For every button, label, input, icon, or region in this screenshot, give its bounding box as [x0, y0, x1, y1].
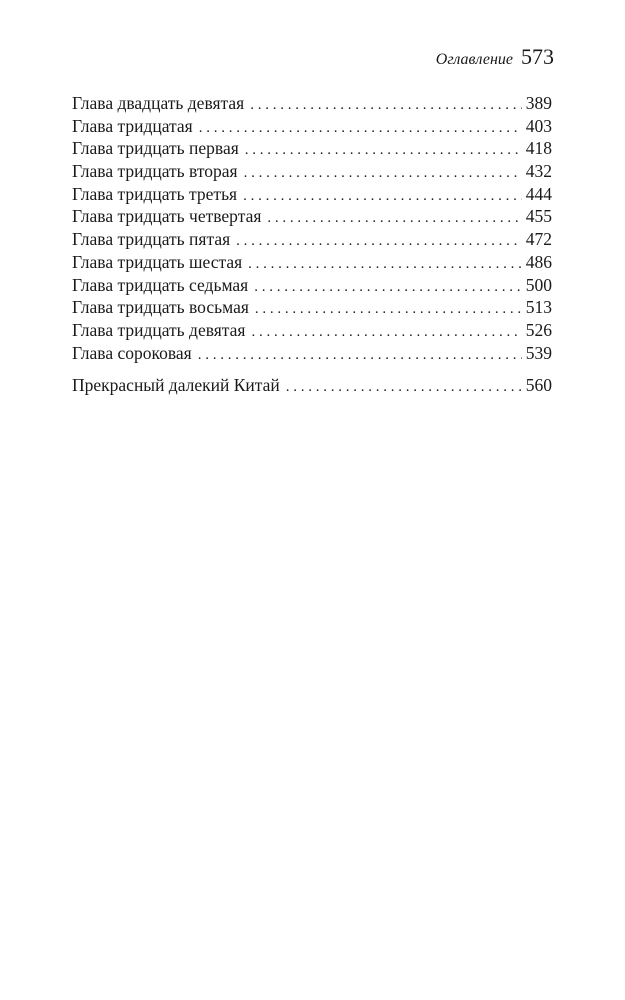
toc-entry-title: Глава двадцать девятая — [72, 93, 245, 113]
toc-entry — [72, 274, 552, 297]
toc-entry — [72, 228, 552, 251]
dot-leader — [251, 321, 521, 344]
dot-leader — [244, 162, 522, 185]
dot-leader — [267, 207, 521, 230]
dot-leader — [245, 139, 522, 162]
toc-entry-title: Глава тридцать девятая — [72, 319, 246, 340]
toc-entry-page: 560 — [525, 375, 552, 396]
dot-leader — [236, 230, 522, 253]
table-of-contents — [72, 92, 552, 397]
toc-entry-page: 455 — [525, 206, 552, 227]
toc-entry — [72, 251, 552, 274]
toc-chapters — [72, 92, 552, 364]
toc-entry — [72, 296, 552, 319]
toc-entry — [72, 137, 552, 160]
dot-leader — [199, 117, 522, 140]
toc-entry — [72, 115, 552, 138]
toc-entry — [72, 205, 552, 228]
toc-entry-page: 472 — [525, 229, 552, 250]
toc-entry-title: Прекрасный далекий Китай — [72, 375, 280, 396]
toc-entry-page: 418 — [525, 138, 552, 159]
toc-entry-title: Глава тридцать первая — [72, 138, 239, 159]
toc-entry-title: Глава тридцать вторая — [72, 161, 238, 182]
toc-entry — [72, 342, 552, 365]
toc-entry-page: 403 — [525, 115, 552, 136]
toc-entry — [72, 160, 552, 183]
toc-entry — [72, 319, 552, 342]
dot-leader — [250, 94, 522, 117]
toc-entry-page: 389 — [525, 93, 552, 113]
dot-leader — [254, 276, 522, 299]
dot-leader — [255, 298, 522, 321]
dot-leader — [243, 185, 522, 208]
toc-entry — [72, 183, 552, 206]
toc-entry-title: Глава тридцатая — [72, 115, 193, 136]
dot-leader — [286, 376, 522, 399]
toc-entry — [72, 92, 552, 115]
toc-entry-title: Глава тридцать третья — [72, 183, 238, 204]
toc-entry-page: 486 — [525, 251, 552, 272]
toc-entry-title: Глава тридцать седьмая — [72, 274, 249, 295]
toc-entry-page: 513 — [525, 297, 552, 318]
toc-entry-page: 500 — [525, 274, 552, 295]
toc-entry-page: 526 — [525, 319, 552, 340]
toc-entry-title: Глава тридцать восьмая — [72, 297, 249, 318]
dot-leader — [198, 344, 522, 367]
toc-entry — [72, 374, 552, 397]
toc-entry-page: 539 — [525, 342, 552, 363]
dot-leader — [248, 253, 522, 276]
running-head-title: Оглавление — [435, 51, 513, 68]
toc-entry-title: Глава сороковая — [72, 342, 192, 363]
toc-entry-title: Глава тридцать шестая — [72, 251, 243, 272]
toc-entry-page: 444 — [525, 183, 552, 204]
page-number: 573 — [521, 44, 554, 69]
toc-entry-title: Глава тридцать пятая — [72, 229, 231, 250]
running-head — [436, 44, 554, 70]
toc-appendix — [72, 374, 552, 397]
toc-entry-title: Глава тридцать четвертая — [72, 206, 262, 227]
toc-entry-page: 432 — [525, 161, 552, 182]
